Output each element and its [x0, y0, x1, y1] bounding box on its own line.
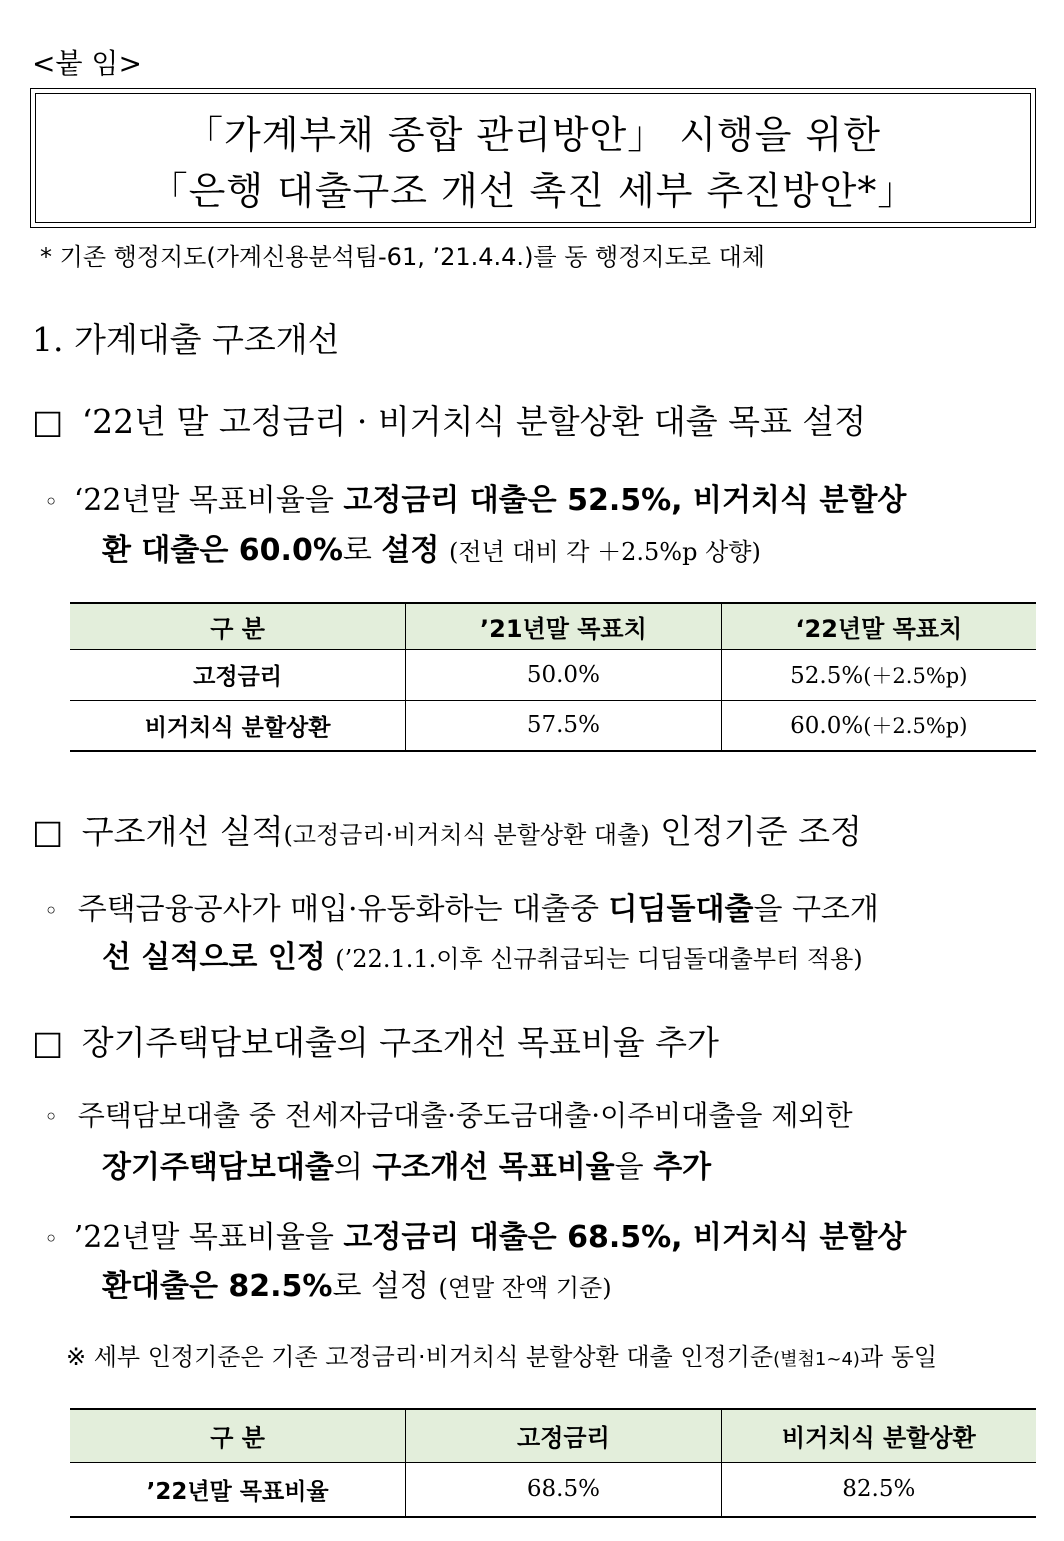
- item3-p1-bold1: 장기주택담보대출: [102, 1150, 334, 1185]
- item3-title: 장기주택담보대출의 구조개선 목표비율 추가: [81, 1023, 719, 1062]
- table1-row1-c1: 50.0%: [406, 649, 721, 700]
- item2-p-bold2: 선 실적으로 인정: [102, 940, 326, 975]
- target-table-1: [70, 602, 1036, 752]
- square-bullet: □: [32, 402, 64, 441]
- item1-p-bold3: 설정: [381, 533, 440, 568]
- item3-paragraph2-line1: [44, 1212, 906, 1256]
- table1-header-22: ‘22년말 목표치: [721, 603, 1036, 649]
- item2-p-bold1: 디딤돌대출: [608, 892, 754, 927]
- item3-p1-text1: 주택담보대출 중 전세자금대출·중도금대출·이주비대출을 제외한: [77, 1099, 853, 1132]
- square-bullet: □: [32, 1023, 64, 1062]
- circle-bullet: ◦: [44, 1103, 59, 1131]
- item2-title-main: 구조개선 실적: [81, 812, 284, 851]
- note-attachment-ref: (별첨1~4): [773, 1349, 860, 1370]
- item2-p-text2: 을 구조개: [753, 892, 879, 927]
- table1-row2-c2-note: (＋2.5%p): [863, 714, 968, 739]
- title-box: [30, 88, 1036, 228]
- item1-p-text3: (전년 대비 각 ＋2.5%p 상향): [448, 538, 761, 566]
- table1-row2-label: 비거치식 분할상환: [70, 700, 406, 751]
- circle-bullet: ◦: [44, 897, 59, 925]
- item3-p1-text2: 의: [333, 1150, 363, 1185]
- item2-p-text1: 주택금융공사가 매입·유동화하는 대출중: [77, 892, 599, 927]
- item3-p1-bold3: 추가: [653, 1150, 712, 1185]
- table2-row-c1: 68.5%: [406, 1462, 721, 1517]
- item1-p-text1: ‘22년말 목표비율을: [73, 483, 334, 518]
- note-text3: 과 동일: [859, 1343, 938, 1371]
- item1-p-bold2: 환 대출은 60.0%: [102, 533, 343, 568]
- table1-row2-c2-value: 60.0%: [790, 713, 864, 740]
- table2-header-installment: 비거치식 분할상환: [721, 1409, 1036, 1462]
- table1-header-category: 구 분: [70, 603, 406, 649]
- title-line-1: 「가계부채 종합 관리방안」 시행을 위한: [185, 113, 881, 157]
- table-row: [70, 1462, 1036, 1517]
- item3-paragraph2-line2: [102, 1261, 612, 1305]
- table1-row1-c2: [721, 649, 1036, 700]
- item1-paragraph-line1: [44, 475, 906, 519]
- item3-p2-text1: ’22년말 목표비율을: [73, 1220, 334, 1255]
- circle-bullet: ◦: [44, 1225, 59, 1253]
- table1-row2-c1: 57.5%: [406, 700, 721, 751]
- item2-paragraph-line2: [102, 932, 863, 976]
- target-table-2: [70, 1408, 1036, 1518]
- item2-p-text3: (’22.1.1.이후 신규취급되는 디딤돌대출부터 적용): [335, 945, 863, 973]
- table1-row1-label: 고정금리: [70, 649, 406, 700]
- table1-header-21: ’21년말 목표치: [406, 603, 721, 649]
- table2-header-category: 구 분: [70, 1409, 406, 1462]
- item2-paragraph-line1: [44, 884, 879, 928]
- item2-title-paren: (고정금리·비거치식 분할상환 대출): [283, 821, 650, 849]
- item2-title-end: 인정기준 조정: [660, 812, 862, 851]
- item3-paragraph1-line2: [102, 1142, 711, 1186]
- circle-bullet: ◦: [44, 488, 59, 516]
- item3-p1-bold2: 구조개선 목표비율: [372, 1150, 615, 1185]
- table-row: [70, 649, 1036, 700]
- item3-p1-text3: 을: [614, 1150, 644, 1185]
- table1-row2-c2: [721, 700, 1036, 751]
- table-row: [70, 700, 1036, 751]
- attachment-label: <붙 임>: [32, 47, 142, 80]
- item1-title-row: [32, 396, 866, 443]
- item1-p-bold1: 고정금리 대출은 52.5%, 비거치식 분할상: [343, 483, 907, 518]
- item1-paragraph-line2: [102, 525, 761, 569]
- item3-p2-bold2: 환대출은 82.5%: [102, 1269, 333, 1304]
- table1-row1-c2-value: 52.5%: [790, 662, 864, 689]
- section-heading: 1. 가계대출 구조개선: [32, 320, 340, 359]
- square-bullet: □: [32, 812, 64, 851]
- item3-paragraph1-line1: [44, 1094, 853, 1134]
- table2-row-label: ’22년말 목표비율: [70, 1462, 406, 1517]
- table1-row1-c2-note: (＋2.5%p): [863, 663, 968, 688]
- item1-title: ‘22년 말 고정금리 · 비거치식 분할상환 대출 목표 설정: [81, 402, 867, 441]
- item3-p2-bold1: 고정금리 대출은 68.5%, 비거치식 분할상: [343, 1220, 907, 1255]
- table2-header-fixed: 고정금리: [406, 1409, 721, 1462]
- item3-reference-note: [66, 1337, 937, 1372]
- table2-row-c2: 82.5%: [721, 1462, 1036, 1517]
- title-note: * 기존 행정지도(가계신용분석팀-61, ’21.4.4.)를 동 행정지도로 대체: [40, 243, 765, 271]
- item3-p2-text3: (연말 잔액 기준): [438, 1274, 612, 1302]
- item1-p-text2: 로: [342, 533, 372, 568]
- item2-title-row: [32, 806, 862, 853]
- item3-title-row: [32, 1017, 719, 1064]
- item3-p2-text2: 로 설정: [332, 1269, 429, 1304]
- note-text1: ※ 세부 인정기준은 기존 고정금리·비거치식 분할상환 대출 인정기준: [66, 1343, 774, 1371]
- title-line-2: 「은행 대출구조 개선 촉진 세부 추진방안*」: [149, 169, 917, 213]
